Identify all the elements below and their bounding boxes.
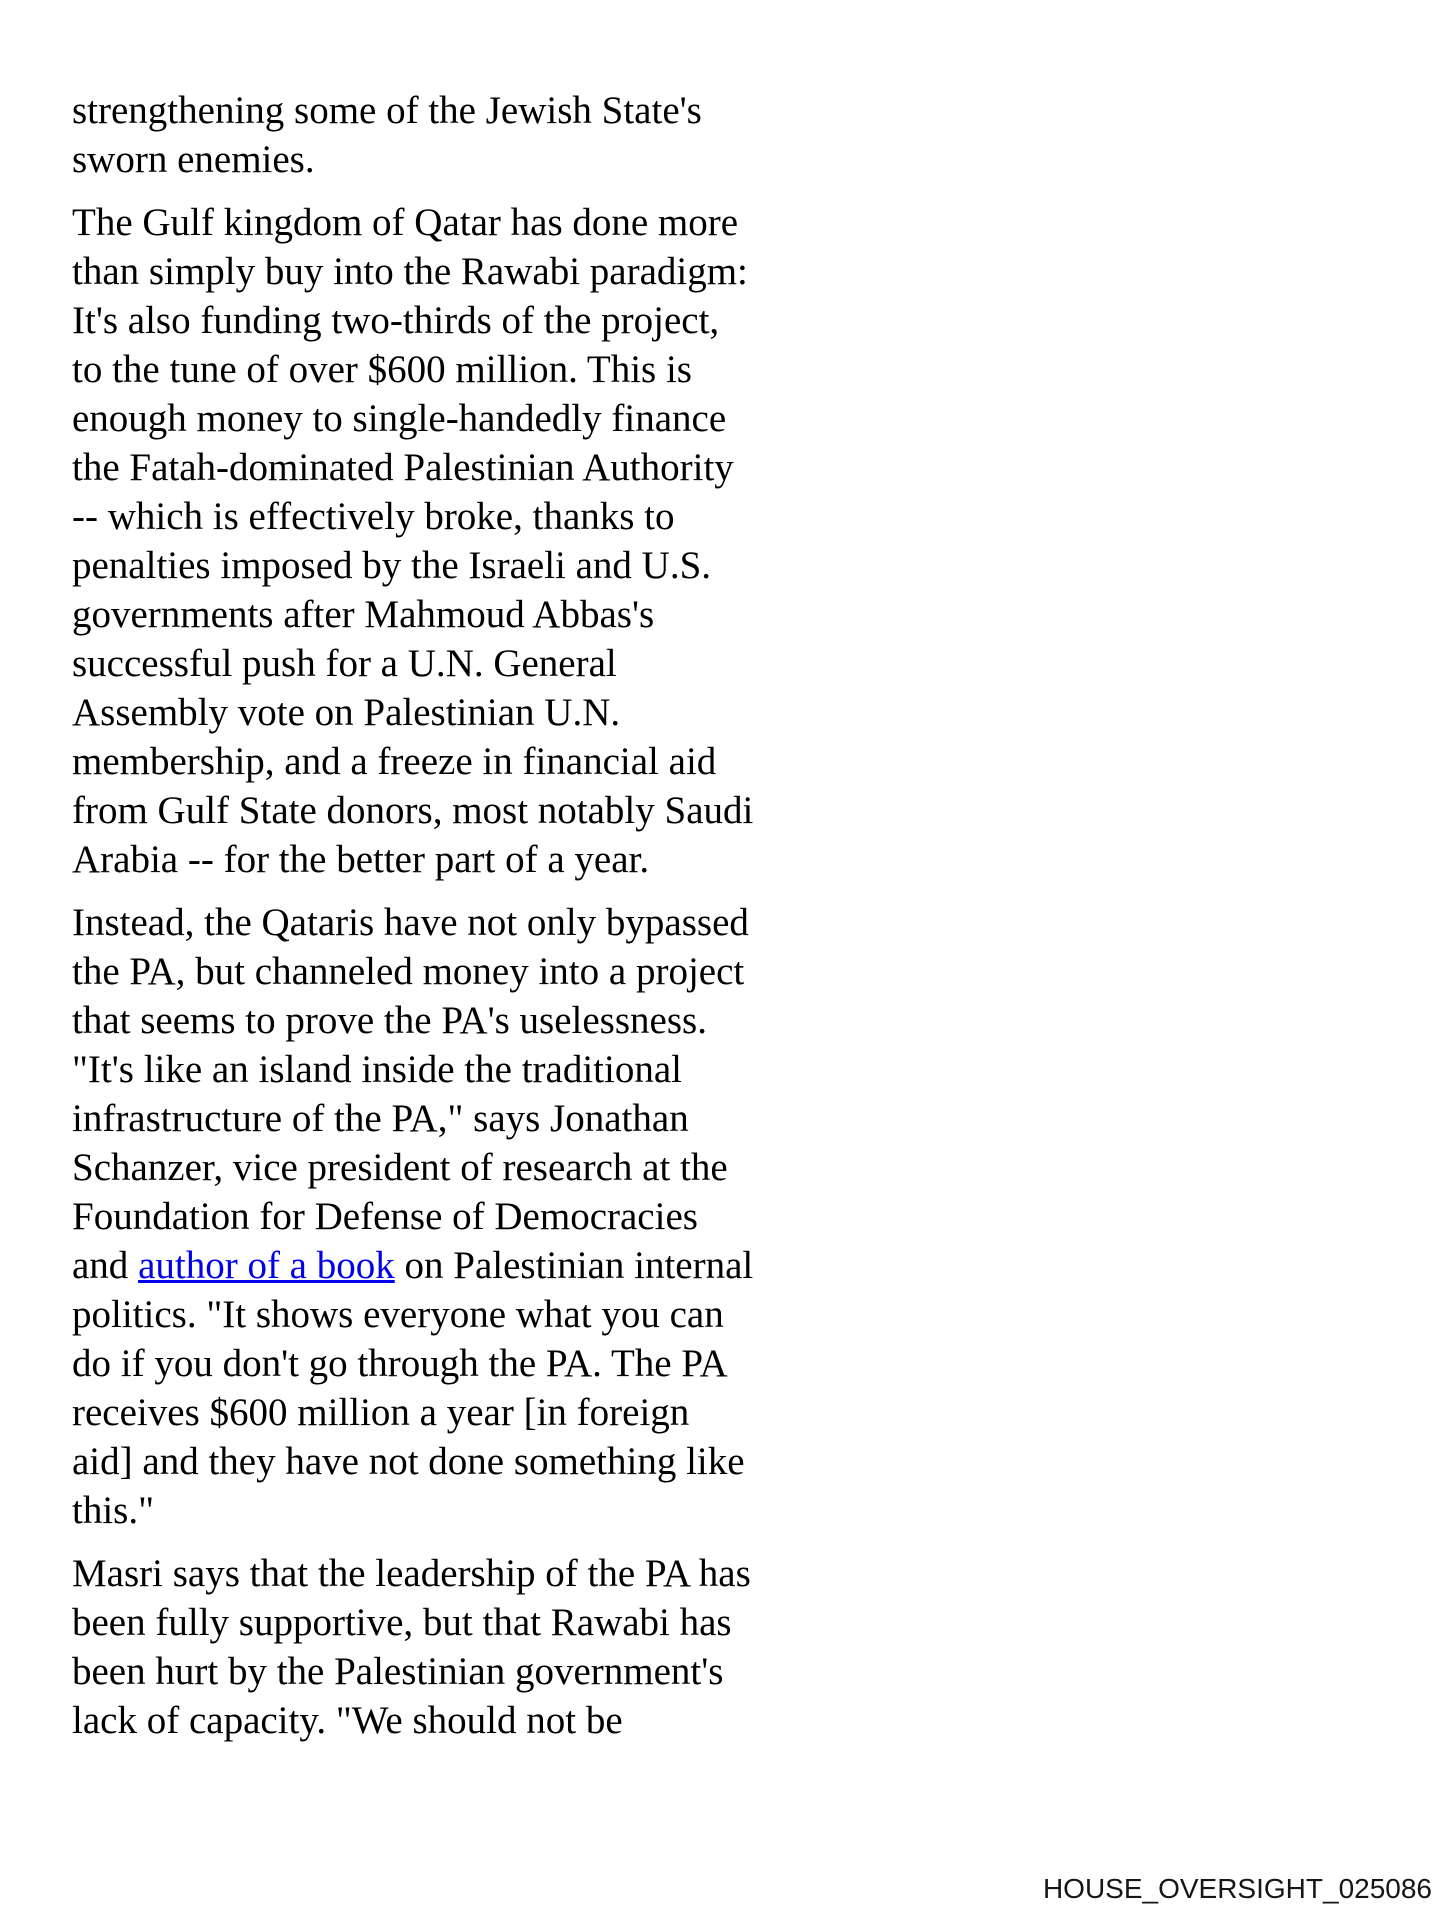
text-segment: It's also funding two-thirds of the project, — [72, 299, 720, 342]
text-line — [72, 688, 862, 737]
text-segment: The Gulf kingdom of Qatar has done more — [72, 201, 739, 244]
text-segment: membership, and a freeze in financial aid — [72, 740, 717, 783]
text-line — [72, 947, 862, 996]
text-line — [72, 296, 862, 345]
text-line — [72, 639, 862, 688]
article-paragraph — [72, 86, 862, 184]
text-segment: do if you don't go through the PA. The PA — [72, 1342, 728, 1385]
text-line — [72, 898, 862, 947]
article-paragraph — [72, 898, 862, 1535]
text-segment: sworn enemies. — [72, 138, 315, 181]
text-line — [72, 1143, 862, 1192]
text-segment: politics. "It shows everyone what you can — [72, 1293, 724, 1336]
text-segment: Masri says that the leadership of the PA has — [72, 1552, 751, 1595]
text-line — [72, 1647, 862, 1696]
text-segment: enough money to single-handedly finance — [72, 397, 727, 440]
text-line — [72, 541, 862, 590]
text-segment: infrastructure of the PA," says Jonathan — [72, 1097, 689, 1140]
text-segment: receives $600 million a year [in foreign — [72, 1391, 690, 1434]
text-line — [72, 443, 862, 492]
text-segment: this." — [72, 1489, 155, 1532]
text-segment: Assembly vote on Palestinian U.N. — [72, 691, 621, 734]
text-line — [72, 1094, 862, 1143]
text-segment: -- which is effectively broke, thanks to — [72, 495, 675, 538]
text-segment: on Palestinian internal — [394, 1244, 754, 1287]
text-segment: governments after Mahmoud Abbas's — [72, 593, 655, 636]
text-line — [72, 1437, 862, 1486]
article-paragraph — [72, 1549, 862, 1745]
author-of-a-book-link[interactable]: author of a book — [138, 1244, 395, 1287]
text-line — [72, 492, 862, 541]
article-paragraph — [72, 198, 862, 884]
text-segment: been hurt by the Palestinian government's — [72, 1650, 724, 1693]
text-line — [72, 737, 862, 786]
text-line — [72, 394, 862, 443]
text-segment: than simply buy into the Rawabi paradigm: — [72, 250, 748, 293]
text-segment: from Gulf State donors, most notably Saudi — [72, 789, 754, 832]
text-line — [72, 835, 862, 884]
text-segment: Arabia -- for the better part of a year. — [72, 838, 650, 881]
text-line — [72, 345, 862, 394]
text-line — [72, 198, 862, 247]
text-segment: to the tune of over $600 million. This is — [72, 348, 692, 391]
text-line — [72, 1696, 862, 1745]
text-segment: that seems to prove the PA's uselessness. — [72, 999, 707, 1042]
text-line — [72, 1290, 862, 1339]
text-segment: aid] and they have not done something like — [72, 1440, 745, 1483]
text-segment: Foundation for Defense of Democracies — [72, 1195, 698, 1238]
text-segment: strengthening some of the Jewish State's — [72, 89, 702, 132]
text-segment: the Fatah-dominated Palestinian Authority — [72, 446, 734, 489]
text-segment: "It's like an island inside the traditional — [72, 1048, 682, 1091]
text-line — [72, 996, 862, 1045]
text-line — [72, 1549, 862, 1598]
text-line — [72, 1339, 862, 1388]
text-line — [72, 1598, 862, 1647]
text-segment: Schanzer, vice president of research at the — [72, 1146, 728, 1189]
text-segment: and — [72, 1244, 139, 1287]
text-line — [72, 1241, 862, 1290]
text-line — [72, 86, 862, 135]
text-segment: penalties imposed by the Israeli and U.S. — [72, 544, 712, 587]
text-line — [72, 786, 862, 835]
article-body — [72, 86, 862, 1759]
text-line — [72, 247, 862, 296]
text-segment: Instead, the Qataris have not only bypassed — [72, 901, 749, 944]
text-segment: lack of capacity. "We should not be — [72, 1699, 623, 1742]
text-line — [72, 1388, 862, 1437]
text-segment: the PA, but channeled money into a project — [72, 950, 745, 993]
text-line — [72, 135, 862, 184]
text-line — [72, 590, 862, 639]
text-segment: been fully supportive, but that Rawabi has — [72, 1601, 732, 1644]
text-line — [72, 1192, 862, 1241]
text-line — [72, 1045, 862, 1094]
text-segment: successful push for a U.N. General — [72, 642, 617, 685]
bates-stamp: HOUSE_OVERSIGHT_025086 — [1042, 1873, 1432, 1904]
text-line — [72, 1486, 862, 1535]
